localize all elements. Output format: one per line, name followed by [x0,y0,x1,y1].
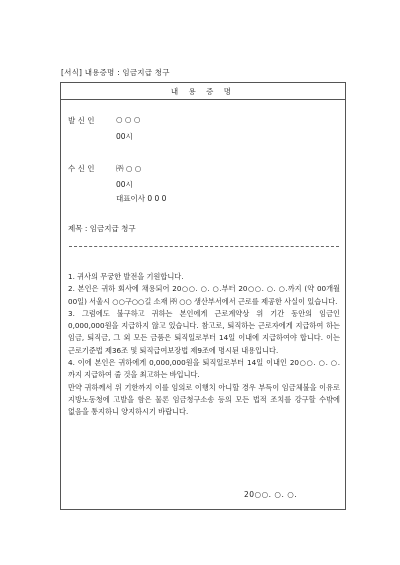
sender-address: 00시 [116,132,133,141]
sender-name: ○ ○ ○ [116,115,141,124]
document-date: 20○○. ○. ○. [244,490,298,499]
paragraph-5: 만약 귀하께서 위 기한까지 이를 임의로 이행치 아니할 경우 부득이 임금체불을 이유로 지방노동청에 고발을 함은 물론 임금청구소송 등의 모든 법적 조치를 강구할 수밖에 없음을 통지하니 양지하시기 바랍니다. [68,382,340,417]
title-row [61,83,345,100]
document-frame [60,82,346,510]
paragraph-1: 1. 귀사의 무궁한 발전을 기원합니다. [68,272,184,281]
sender-label: 발 신 인 [68,116,95,125]
paragraph-2: 2. 본인은 귀하 회사에 채용되어 20○○. ○. ○.부터 20○○. ○. ○.까지 (약 00개월 00일) 서울시 ○○구○○길 소재 ㈜ ○○ 생산부서에서 근로를 제공한 사실이 있습니다. [68,284,340,306]
recipient-name: ㈜ ○ ○ [116,164,142,173]
body-text [68,271,340,419]
recipient-address: 00시 [116,180,133,189]
paragraph-4: 4. 이에 본인은 귀하에게 0,000,000원을 퇴직일로부터 14일 이내인 20○○. ○. ○.까지 지급하여 줄 것을 최고하는 바입니다. [68,358,340,380]
recipient-label: 수 신 인 [68,164,95,173]
document-title: 내 용 증 명 [170,87,236,96]
dashed-separator [69,246,339,247]
recipient-representative: 대표이사 0 0 0 [116,194,167,203]
form-caption: [서식] 내용증명 : 임금지급 청구 [61,68,170,77]
subject-line: 제목 : 임금지급 청구 [68,224,136,233]
paragraph-3: 3. 그럼에도 불구하고 귀하는 본인에게 근로계약상 위 기간 동안의 임금인 0,000,000원을 지급하지 않고 있습니다. 참고로, 퇴직하는 근로자에게 지급하여 하는 임금, 퇴직금, 그 외 모든 금품은 퇴직일로부터 14일 이내에 지급하여야 합니다. 이는 근로기준법 제36조 및 퇴직급여보장법 제9조에 명시된 내용입니다. [68,308,340,355]
